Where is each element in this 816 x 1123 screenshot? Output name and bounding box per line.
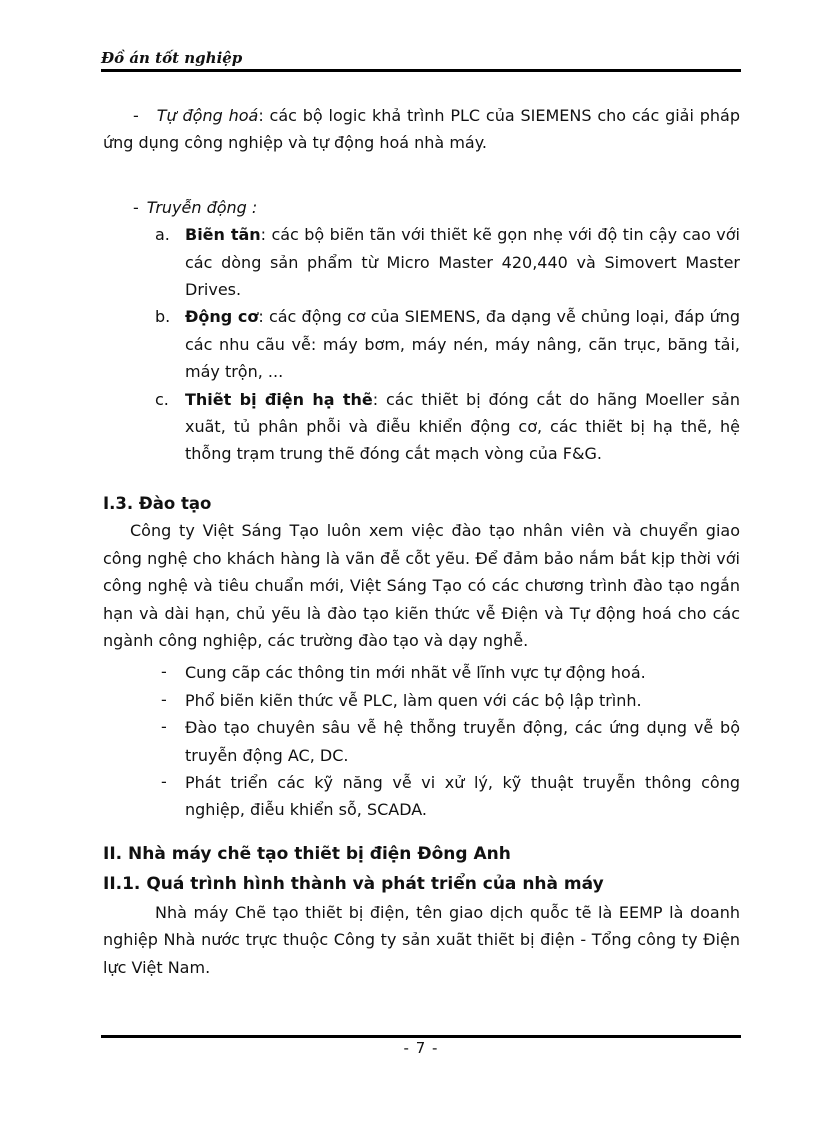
alpha-item [103,386,740,468]
alpha-label: b. [155,307,171,327]
body-paragraph: Công ty Việt Sáng Tạo luôn xem việc đào tạo nhân viên và chuyển giao công nghệ cho khách hàng là vãn đễ cỗt yẽu. Để đảm bảo nắm bắt kịp thời với công nghệ và tiêu chuẩn mới, Việt Sáng Tạo có các chương trình đào tạo ngắn hạn và dài hạn, chủ yẽu là đào tạo kiẽn thức vễ Điện và Tự động hoá cho các ngành công nghiệp, các trường đào tạo và dạy nghễ. [103,521,740,650]
item-text: : các động cơ của SIEMENS, đa dạng vễ chủng loại, đáp ứng các nhu cãu vễ: máy bơm, máy nén, máy nâng, cãn trục, băng tải, máy trộn, ... [185,307,741,382]
bullet-dash: - [161,771,167,791]
bullet-text: Cung cãp các thông tin mới nhãt vễ lĩnh vực tự động hoá. [185,663,646,683]
item-lead: Động cơ [185,307,259,327]
dash-marker: - [133,106,139,125]
alpha-item [103,303,740,385]
alpha-label: a. [155,225,170,245]
bullet-text: Phổ biẽn kiẽn thức vễ PLC, làm quen với các bộ lập trình. [185,690,642,710]
dash-marker: - [133,197,139,217]
page-footer [101,1035,741,1057]
bullet-item [103,769,740,824]
alpha-label: c. [155,389,169,409]
item-lead: Tự động hoá [156,106,259,125]
item-text: : các thiẽt bị đóng cắt do hãng Moeller sản xuãt, tủ phân phỗi và điễu khiển động cơ, các thiẽt bị hạ thẽ, hệ thỗng trạm trung thẽ đóng cắt mạch vòng của F&G. [185,389,740,464]
bullet-dash: - [161,689,167,709]
header-title: Đồ án tốt nghiệp [101,49,243,67]
item-lead: Thiẽt bị điện hạ thẽ [185,389,373,409]
dash-item [103,194,740,221]
bullet-text: Đào tạo chuyên sâu vễ hệ thỗng truyễn động, các ứng dụng vễ bộ truyễn động AC, DC. [185,718,740,765]
bullet-text: Phát triển các kỹ năng vễ vi xử lý, kỹ thuật truyễn thông công nghiệp, điễu khiển sỗ, SCADA. [185,772,740,820]
section-subheading: II.1. Quá trình hình thành và phát triển của nhà máy [103,873,604,894]
section-heading: I.3. Đào tạo [103,493,212,513]
item-text: : các bộ biẽn tãn với thiẽt kẽ gọn nhẹ với độ tin cậy cao với các dòng sản phẩm từ Micro Master 420,440 và Simovert Master Drives. [185,225,741,300]
item-text: : các bộ logic khả trình PLC của SIEMENS cho các giải pháp ứng dụng công nghiệp và tự động hoá nhà máy. [103,106,741,153]
page-number: - 7 - [403,1039,439,1057]
bullet-dash: - [161,717,167,737]
bullet-dash: - [161,662,167,682]
alpha-item [103,221,740,303]
dash-item [103,102,740,157]
bullet-list [103,659,740,823]
item-lead: Biẽn tãn [185,225,261,245]
document-body [103,102,740,981]
body-paragraph: Nhà máy Chẽ tạo thiẽt bị điện, tên giao dịch quỗc tẽ là EEMP là doanh nghiệp Nhà nước trực thuộc Công ty sản xuãt thiẽt bị điện - Tổng công ty Điện lực Việt Nam. [103,902,740,977]
section-heading: II. Nhà máy chẽ tạo thiẽt bị điện Đông Anh [103,843,511,864]
item-lead: Truyễn động : [146,197,258,217]
bullet-item [103,659,740,686]
page-header [101,48,741,72]
bullet-item [103,714,740,769]
bullet-item [103,687,740,714]
